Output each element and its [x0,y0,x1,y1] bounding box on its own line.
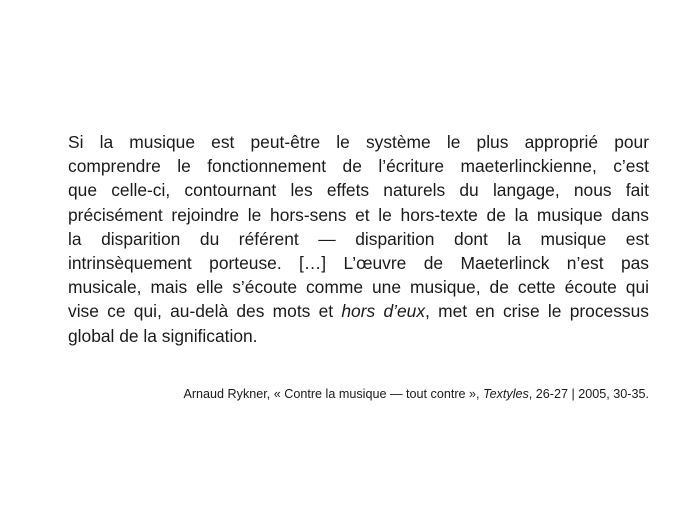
quote-line: Si la musique est peut-être le système le plus approprié pour [68,132,649,152]
citation [89,385,649,403]
quote-line: comprendre le fonctionnement de l’écriture maeterlinckienne, c’est [68,156,649,177]
quote-line: la disparition du référent — disparition dont la musique est [68,228,649,249]
quote-line-with-italic [68,299,649,323]
quote-text: , met en crise le processus [425,301,649,322]
quote-paragraph [68,130,649,348]
quote-line: que celle-ci, contournant les effets naturels du langage, nous fait [68,180,649,201]
citation-author-title: Arnaud Rykner, « Contre la musique — tout contre », [183,387,484,401]
citation-journal: Textyles [483,387,529,401]
citation-details: , 26-27 | 2005, 30-35. [528,387,649,401]
quote-line: précisément rejoindre le hors-sens et le hors-texte de la musique dans [68,204,649,225]
quote-italic-phrase: hors d’eux [341,301,426,322]
quote-text: vise ce qui, au-delà des mots et [68,301,342,322]
quote-line: intrinsèquement porteuse. […] L’œuvre de Maeterlinck n’est pas [68,253,649,274]
quote-line: musicale, mais elle s’écoute comme une musique, de cette écoute qui [68,277,649,298]
quote-line: global de la signification. [68,325,258,346]
